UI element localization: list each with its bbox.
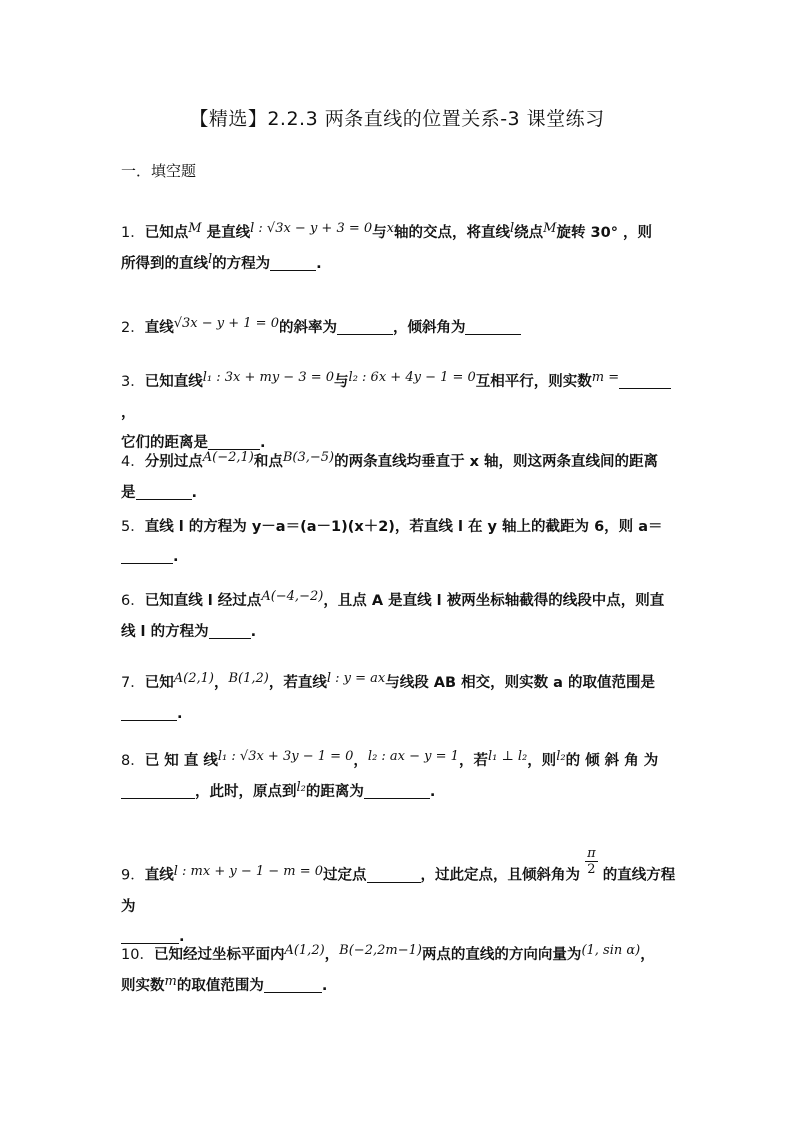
question-2: 2．直线√3x − y + 1 = 0的斜率为 ，倾斜角为 bbox=[121, 313, 677, 344]
answer-blank[interactable] bbox=[364, 783, 430, 799]
math-expression: m = bbox=[591, 370, 620, 385]
answer-blank[interactable] bbox=[264, 977, 322, 993]
answer-blank[interactable] bbox=[337, 319, 393, 335]
question-7: 7．已知A(2,1)，B(1,2)，若直线l : y = ax与线段 AB 相交，则实数 a 的取值范围是 . bbox=[121, 671, 655, 722]
math-expression: B(1,2) bbox=[228, 671, 269, 686]
math-expression: l₂ : ax − y = 1 bbox=[367, 749, 459, 764]
answer-blank[interactable] bbox=[367, 867, 421, 883]
math-expression: l₁ ⊥ l₂ bbox=[487, 749, 528, 764]
math-expression: l bbox=[208, 252, 213, 267]
math-expression: l₁ : 3x + my − 3 = 0 bbox=[202, 370, 335, 385]
answer-blank[interactable] bbox=[121, 783, 195, 799]
question-5: 5．直线 l 的方程为 y－a＝(a－1)(x＋2)，若直线 l 在 y 轴上的截距为 6，则 a＝ . bbox=[121, 519, 663, 565]
math-expression: A(1,2) bbox=[284, 943, 325, 958]
math-expression: M bbox=[543, 221, 557, 236]
answer-blank[interactable] bbox=[121, 548, 173, 564]
math-expression: l : √3x − y + 3 = 0 bbox=[250, 221, 373, 236]
math-expression: A(2,1) bbox=[173, 671, 214, 686]
question-10: 10．已知经过坐标平面内A(1,2)，B(−2,2m−1)两点的直线的方向向量为(1, sin α)， 则实数m的取值范围为 . bbox=[121, 943, 655, 994]
math-expression: l₂ bbox=[556, 749, 566, 764]
math-expression: A(−4,−2) bbox=[261, 589, 324, 604]
question-3: 3．已知直线l₁ : 3x + my − 3 = 0与l₂ : 6x + 4y − 1 = 0互相平行，则实数m =， 它们的距离是 . bbox=[121, 367, 677, 458]
math-expression: (1, sin α) bbox=[581, 943, 641, 958]
math-expression: l₂ bbox=[296, 780, 306, 795]
answer-blank[interactable] bbox=[270, 255, 316, 271]
math-expression: m bbox=[164, 974, 177, 989]
math-expression: x bbox=[386, 221, 394, 236]
page-title: 【精选】2.2.3 两条直线的位置关系-3 课堂练习 bbox=[189, 108, 605, 130]
math-expression: l₂ : 6x + 4y − 1 = 0 bbox=[348, 370, 476, 385]
math-expression: B(−2,2m−1) bbox=[339, 943, 422, 958]
question-9: 9．直线l : mx + y − 1 − m = 0过定点 ，过此定点，且倾斜角为 $\frac{\pi}{2}$ 的直线方程为 . bbox=[121, 846, 676, 945]
math-expression: M bbox=[188, 221, 202, 236]
math-expression: l₁ : √3x + 3y − 1 = 0 bbox=[217, 749, 354, 764]
math-expression: l bbox=[510, 221, 515, 236]
math-expression: A(−2,1) bbox=[202, 450, 254, 465]
question-1: 1．已知点M 是直线l : √3x − y + 3 = 0与x轴的交点，将直线l绕点M旋转 30° ，则 所得到的直线l的方程为 . bbox=[121, 221, 653, 272]
question-6: 6．已知直线 l 经过点A(−4,−2)，且点 A 是直线 l 被两坐标轴截得的线段中点，则直 线 l 的方程为 . bbox=[121, 589, 665, 640]
answer-blank[interactable] bbox=[121, 705, 177, 721]
math-expression: √3x − y + 1 = 0 bbox=[173, 316, 279, 331]
math-expression: l : y = ax bbox=[326, 671, 386, 686]
answer-blank[interactable] bbox=[209, 623, 251, 639]
math-expression: l : mx + y − 1 − m = 0 bbox=[173, 863, 324, 879]
answer-blank[interactable] bbox=[136, 484, 192, 500]
fraction-pi-over-2: $\frac{\pi}{2}$ bbox=[587, 846, 596, 877]
answer-blank[interactable] bbox=[619, 373, 671, 389]
answer-blank[interactable] bbox=[465, 319, 521, 335]
section-heading: 一．填空题 bbox=[121, 162, 197, 180]
question-8: 8．已 知 直 线l₁ : √3x + 3y − 1 = 0，l₂ : ax − y = 1，若l₁ ⊥ l₂，则l₂的 倾 斜 角 为 ，此时，原点到l₂的距离为 . bbox=[121, 749, 659, 800]
question-4: 4．分别过点A(−2,1)和点B(3,−5)的两条直线均垂直于 x 轴，则这两条直线间的距离 是 . bbox=[121, 450, 659, 501]
math-expression: B(3,−5) bbox=[282, 450, 335, 465]
